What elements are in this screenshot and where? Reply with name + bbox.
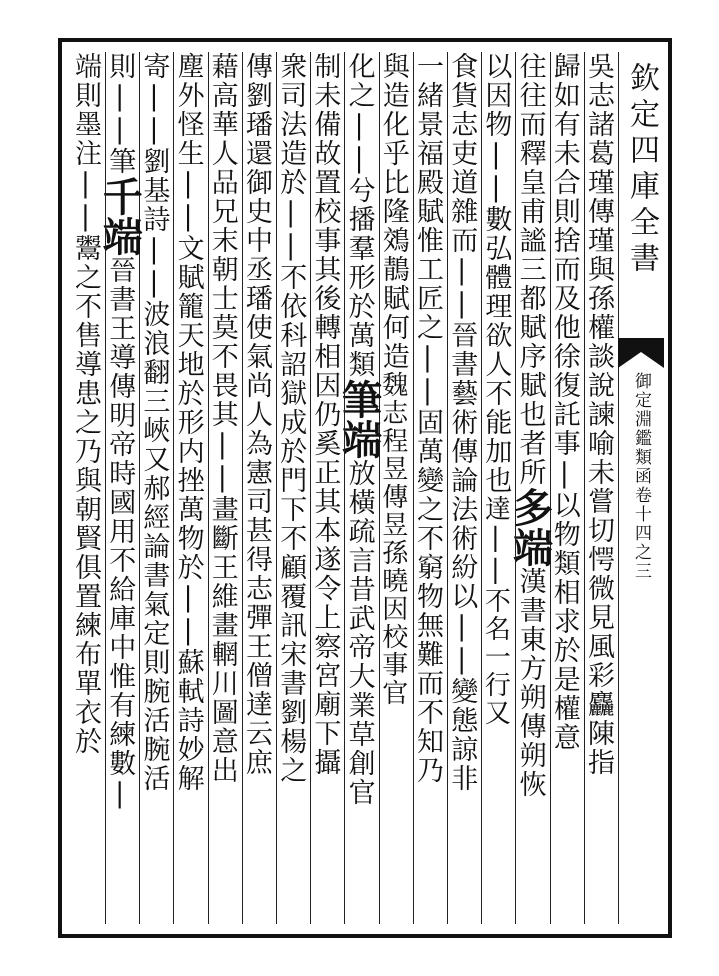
text-column xyxy=(481,52,515,924)
text-run: 化之||兮播羣形於萬類 xyxy=(343,52,375,379)
text-run: 晉書王導傳明帝時國用不給庫中惟有練數| xyxy=(104,256,136,811)
text-run: 衆司法造於||不依科詔獄成於門下不顧覆訊宋書劉楊之 xyxy=(275,52,307,785)
text-column xyxy=(310,52,344,924)
text-column xyxy=(550,52,584,924)
text-run: 藉高華人品兄末朝士莫不畏其||畫斷王維畫輞川圖意出 xyxy=(206,52,238,785)
text-column xyxy=(173,52,207,924)
text-column xyxy=(276,52,310,924)
text-run: 制未備故置校事其後轉相因仍奚正其本遂令上察宮廟下攝 xyxy=(309,52,341,777)
column-rule xyxy=(105,52,106,924)
text-column xyxy=(379,52,413,924)
text-run: 魏志程昱傳昱孫曉因校事官 xyxy=(377,371,408,707)
text-run: 往往而釋皇甫謐三都賦序賦也者所 xyxy=(514,52,546,487)
text-run: 塵外怪生||文賦籠天地於形内挫萬物於||蘇軾詩妙解 xyxy=(172,52,204,793)
text-column xyxy=(447,52,481,924)
text-run: 歸如有未合則捨而及他徐復託事|以物類相求於是權意 xyxy=(548,52,580,752)
column-rule xyxy=(515,52,516,924)
text-column xyxy=(413,52,447,924)
column-rule xyxy=(379,52,380,924)
text-run: 端則墨注||鬻之不售導患之乃與朝賢俱置練布單衣於 xyxy=(69,52,101,756)
column-rule xyxy=(584,52,585,924)
text-column xyxy=(584,52,618,924)
column-rule xyxy=(447,52,448,924)
text-run: 達||不名一行又 xyxy=(480,495,511,727)
text-run: 食貨志吏道雜而||晉書藝術傳論法術紛以||變態諒非 xyxy=(446,52,478,793)
column-rule xyxy=(481,52,482,924)
column-rule xyxy=(208,52,209,924)
text-run: 寄||劉基詩||波浪翻三峽又郝經論書氣定則腕活腕活 xyxy=(138,52,170,793)
text-run: 以因物||數弘體理欲人不能加也 xyxy=(480,52,512,495)
text-column xyxy=(71,52,105,924)
text-run: 放橫疏言昔武帝大業草創官 xyxy=(343,459,375,807)
text-column xyxy=(506,52,554,924)
column-rule xyxy=(173,52,174,924)
text-column xyxy=(139,52,173,924)
text-column xyxy=(242,52,276,924)
text-run: 則||筆 xyxy=(104,52,136,176)
text-column xyxy=(335,52,383,924)
headword: 千端 xyxy=(96,176,144,256)
book-title: 欽定四庫全書 xyxy=(624,62,659,278)
text-run: 與造化乎比隆鵁鶄賦何造 xyxy=(377,52,409,371)
text-run: 傳劉璠還御史中丞璠使氣尚人為憲司甚得志彈王僧達云庶 xyxy=(240,52,272,777)
text-column xyxy=(96,52,144,924)
fish-tail-mark-icon xyxy=(618,338,664,368)
text-run: 漢書東方朔傳朔恢 xyxy=(514,567,546,799)
page-margin-column xyxy=(618,52,664,924)
headword: 多端 xyxy=(506,487,554,567)
column-rule xyxy=(310,52,311,924)
column-rule xyxy=(344,52,345,924)
headword: 筆端 xyxy=(335,379,383,459)
column-rule xyxy=(276,52,277,924)
column-rule xyxy=(242,52,243,924)
volume-label: 御定淵鑑類函卷十四之三 xyxy=(631,372,651,581)
column-rule xyxy=(413,52,414,924)
text-run: 一緒景福殿賦惟工匠之||固萬變之不窮物無難而不知乃 xyxy=(411,52,443,785)
text-run: 吳志諸葛瑾傳瑾與孫權談說諫喻未嘗切愕微見風彩麤陳指 xyxy=(582,52,614,777)
text-column xyxy=(208,52,242,924)
